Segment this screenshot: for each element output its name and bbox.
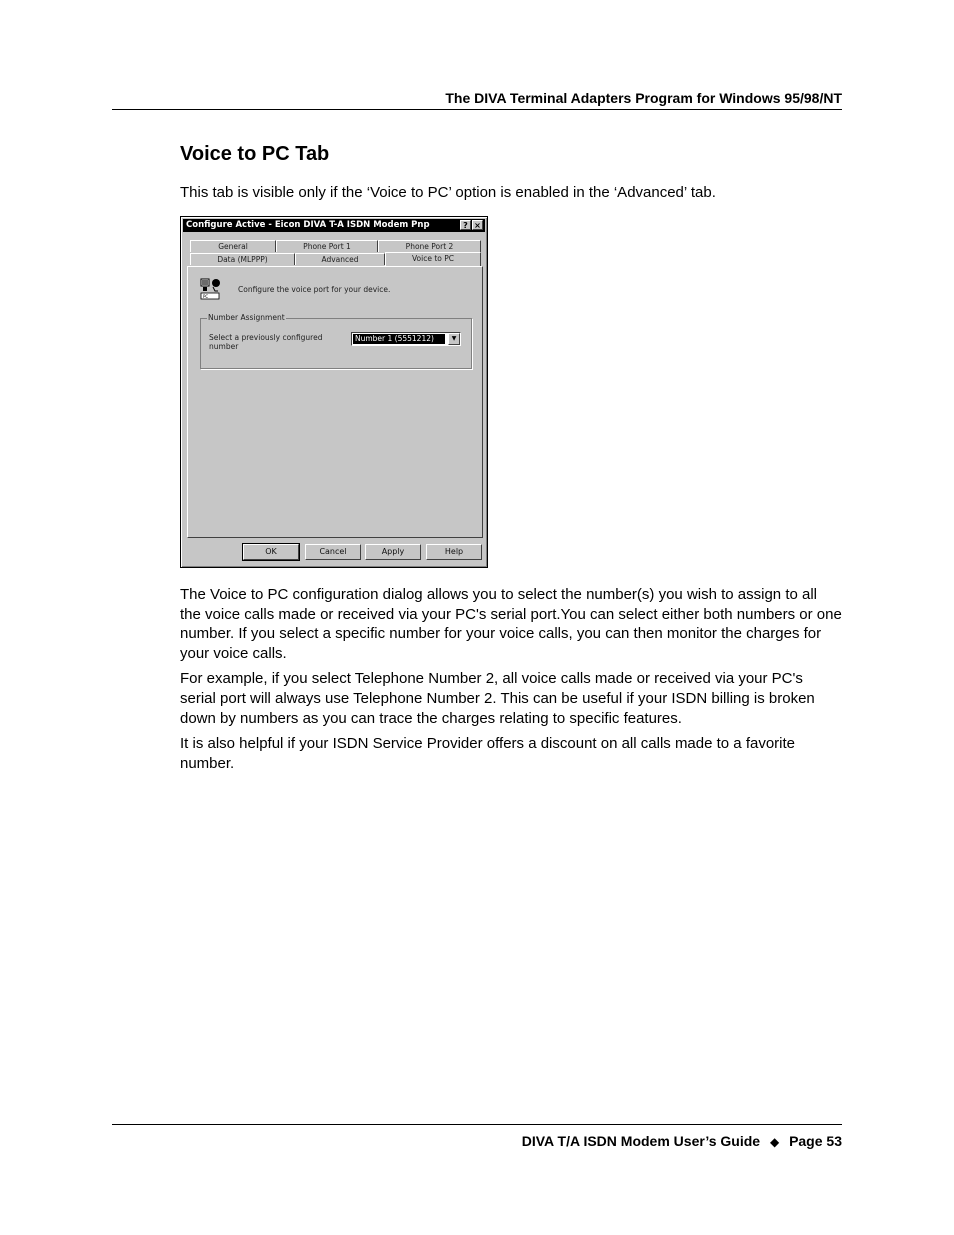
dialog-titlebar — [183, 219, 485, 232]
tab-advanced[interactable]: Advanced — [295, 253, 385, 265]
tab-phone-port-2[interactable]: Phone Port 2 — [378, 240, 481, 252]
number-select[interactable] — [351, 332, 461, 346]
section-title: Voice to PC Tab — [180, 143, 330, 165]
svg-text:PC: PC — [203, 294, 209, 299]
tab-panel — [187, 266, 483, 538]
intro-paragraph: This tab is visible only if the ‘Voice to PC’ option is enabled in the ‘Advanced’ tab. — [180, 184, 716, 201]
phone-pc-icon — [200, 277, 222, 301]
running-header: The DIVA Terminal Adapters Program for Windows 95/98/NT — [112, 90, 842, 110]
page-number: Page 53 — [789, 1133, 842, 1149]
diamond-separator-icon: ◆ — [769, 1135, 780, 1149]
page-footer — [112, 1124, 842, 1149]
help-title-button[interactable]: ? — [460, 220, 471, 230]
close-title-button[interactable]: × — [472, 220, 483, 230]
number-assignment-label: Number Assignment — [208, 313, 285, 322]
configure-dialog — [180, 216, 488, 568]
guide-title: DIVA T/A ISDN Modem User’s Guide — [521, 1133, 761, 1149]
tab-phone-port-1[interactable]: Phone Port 1 — [276, 240, 378, 252]
dialog-title: Configure Active - Eicon DIVA T-A ISDN Modem Pnp — [186, 220, 430, 230]
tab-data-mlppp[interactable]: Data (MLPPP) — [190, 253, 295, 265]
tab-general[interactable]: General — [190, 240, 276, 252]
chevron-down-icon[interactable]: ▼ — [448, 333, 460, 345]
cancel-button[interactable]: Cancel — [305, 544, 361, 560]
body-paragraph: The Voice to PC configuration dialog allows you to select the number(s) you wish to assign to all the voice calls made or received via your PC's serial port.You can select either both numbers or one number. If you select a specific number for your voice calls, you can then monitor the charges for your voice calls. — [180, 586, 842, 662]
help-button[interactable]: Help — [426, 544, 482, 560]
tab-voice-to-pc[interactable]: Voice to PC — [385, 252, 481, 266]
ok-button[interactable]: OK — [243, 544, 299, 560]
body-paragraph: For example, if you select Telephone Number 2, all voice calls made or received via your PC's serial port will always use Telephone Number 2. This can be useful if your ISDN billing is broken down by numbers as you can trace the charges relating to specific features. — [180, 670, 815, 727]
apply-button[interactable]: Apply — [365, 544, 421, 560]
body-paragraph: It is also helpful if your ISDN Service Provider offers a discount on all calls made to a favorite number. — [180, 735, 796, 772]
body-text — [180, 585, 842, 779]
dialog-description: Configure the voice port for your device. — [238, 285, 391, 294]
select-number-label: Select a previously configured number — [209, 333, 323, 351]
number-select-value: Number 1 (5551212) — [353, 334, 445, 344]
